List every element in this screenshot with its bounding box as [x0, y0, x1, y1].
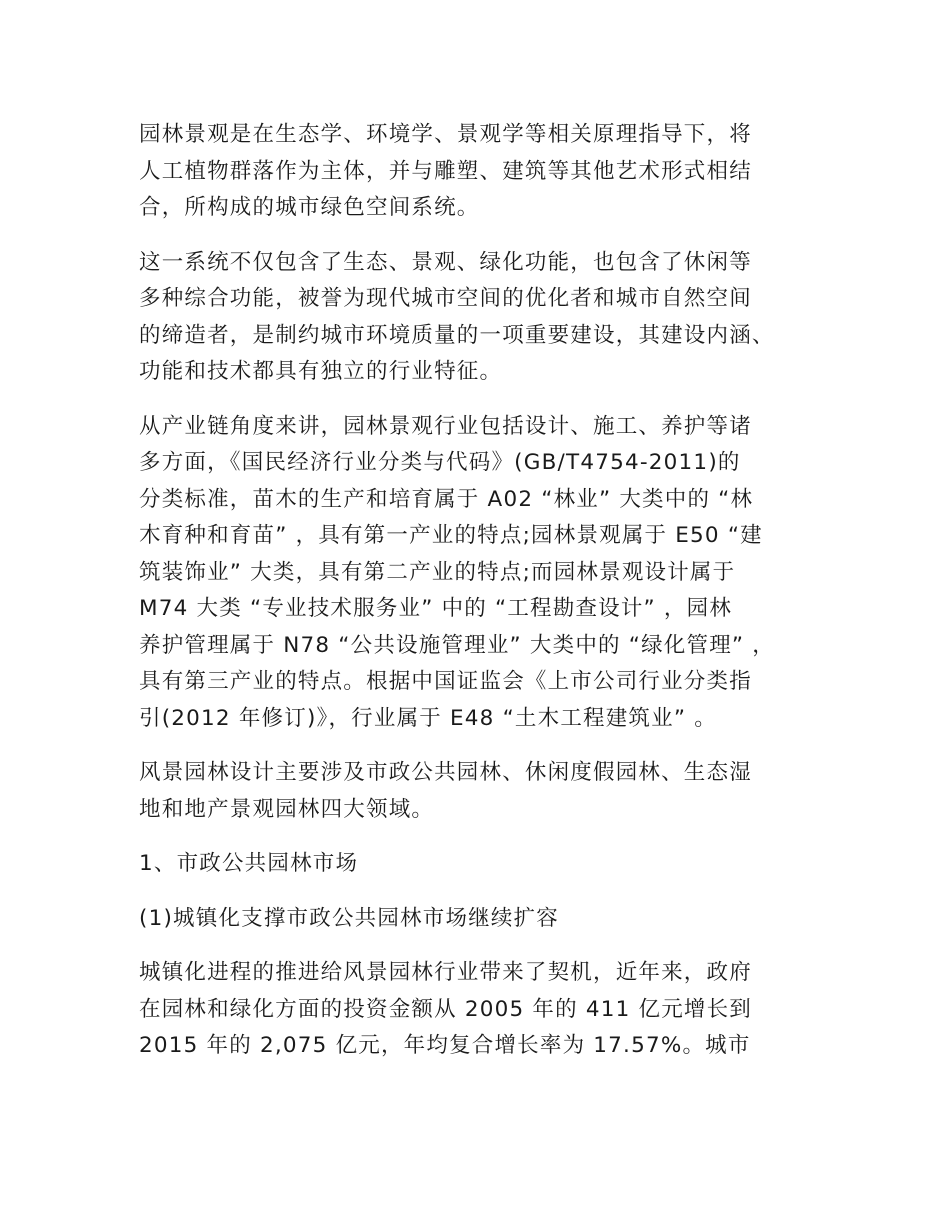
text-line: 园林景观是在生态学、环境学、景观学等相关原理指导下，将 [139, 122, 752, 147]
text-line: 筑装饰业” 大类，具有第二产业的特点;而园林景观设计属于 [139, 559, 736, 585]
text-line: 2015 年的 2,075 亿元，年均复合增长率为 17.57%。城市 [139, 1033, 751, 1058]
heading-line: 1、市政公共园林市场 [139, 851, 359, 876]
paragraph-landscape-definition [139, 117, 819, 227]
text-line: 的缔造者，是制约城市环境质量的一项重要建设，其建设内涵、 [139, 322, 775, 348]
text-line: 从产业链角度来讲，园林景观行业包括设计、施工、养护等诸 [139, 413, 752, 439]
text-line: 地和地产景观园林四大领域。 [139, 796, 435, 822]
text-line: 在园林和绿化方面的投资金额从 2005 年的 411 亿元增长到 [139, 996, 752, 1022]
text-line: 人工植物群落作为主体，并与雕塑、建筑等其他艺术形式相结 [139, 158, 752, 184]
document-body [139, 117, 819, 1065]
text-line: M74 大类 “专业技术服务业” 中的 “工程勘查设计” ，园林 [139, 596, 733, 621]
paragraph-urbanization [139, 955, 819, 1065]
text-line: 这一系统不仅包含了生态、景观、绿化功能，也包含了休闲等 [139, 249, 752, 275]
subsection-heading [139, 901, 819, 938]
text-line: 合，所构成的城市绿色空间系统。 [139, 195, 480, 220]
text-line: 风景园林设计主要涉及市政公共园林、休闲度假园林、生态湿 [139, 760, 752, 785]
text-line: 养护管理属于 N78 “公共设施管理业” 大类中的 “绿化管理” ， [139, 632, 775, 658]
text-line: 多方面，《国民经济行业分类与代码》(GB/T4754-2011)的 [139, 450, 741, 475]
text-line: 功能和技术都具有独立的行业特征。 [139, 359, 503, 384]
text-line: 多种综合功能，被誉为现代城市空间的优化者和城市自然空间 [139, 286, 752, 311]
section-heading [139, 846, 819, 883]
heading-line: (1)城镇化支撑市政公共园林市场继续扩容 [139, 905, 559, 931]
paragraph-industry-chain [139, 409, 819, 738]
paragraph-design-fields [139, 755, 819, 828]
paragraph-system-functions [139, 245, 819, 391]
text-line: 分类标准，苗木的生产和培育属于 A02 “林业” 大类中的 “林 [139, 486, 754, 512]
text-line: 引(2012 年修订)》，行业属于 E48 “土木工程建筑业” 。 [139, 705, 717, 731]
text-line: 木育种和育苗” ，具有第一产业的特点;园林景观属于 E50 “建 [139, 523, 763, 548]
text-line: 具有第三产业的特点。根据中国证监会《上市公司行业分类指 [139, 669, 752, 694]
text-line: 城镇化进程的推进给风景园林行业带来了契机，近年来，政府 [139, 960, 752, 985]
